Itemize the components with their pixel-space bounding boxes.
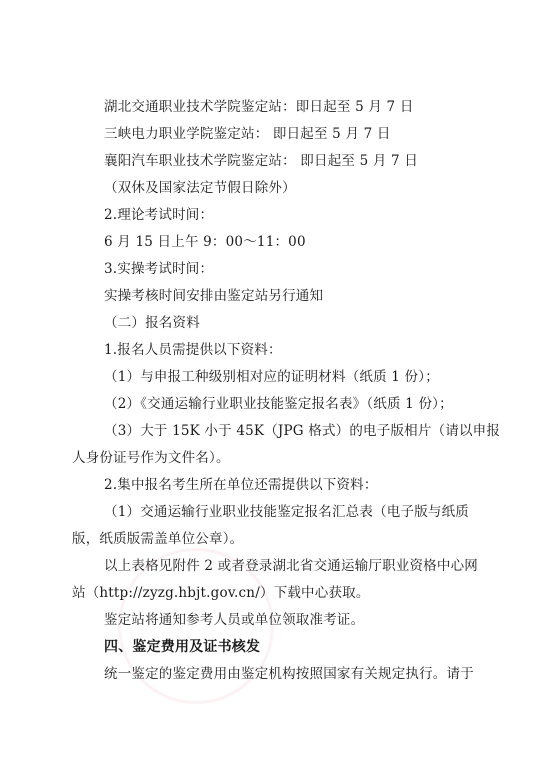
text-line-9: （二）报名资料 bbox=[104, 315, 200, 331]
section-heading: 四、鉴定费用及证书核发 bbox=[104, 639, 261, 655]
text-line-7: 3.实操考试时间： bbox=[104, 261, 214, 277]
text-line-10: 1.报名人员需提供以下资料： bbox=[104, 342, 282, 358]
text-line-12: （2）《交通运输行业职业技能鉴定报名表》（纸质 1 份）； bbox=[104, 396, 453, 412]
text-line-5: 2.理论考试时间： bbox=[104, 207, 214, 223]
text-line-22: 统一鉴定的鉴定费用由鉴定机构按照国家有关规定执行。请于 bbox=[104, 666, 474, 682]
text-line-6: 6 月 15 日上午 9：00～11：00 bbox=[104, 234, 306, 250]
text-line-16: （1）交通运输行业职业技能鉴定报名汇总表（电子版与纸质 bbox=[104, 504, 469, 520]
text-line-13: （3）大于 15K 小于 45K（JPG 格式）的电子版相片（请以申报 bbox=[104, 423, 501, 439]
text-line-3: 襄阳汽车职业技术学院鉴定站： 即日起至 5 月 7 日 bbox=[104, 153, 419, 169]
text-line-18: 以上表格见附件 2 或者登录湖北省交通运输厅职业资格中心网 bbox=[104, 558, 478, 574]
text-line-2: 三峡电力职业学院鉴定站： 即日起至 5 月 7 日 bbox=[104, 126, 391, 142]
text-line-14: 人身份证号作为文件名）。 bbox=[72, 450, 230, 466]
text-line-11: （1）与申报工种级别相对应的证明材料（纸质 1 份）； bbox=[104, 369, 439, 385]
text-line-20: 鉴定站将通知参考人员或单位领取准考证。 bbox=[104, 612, 365, 628]
text-line-15: 2.集中报名考生所在单位还需提供以下资料： bbox=[104, 477, 378, 493]
text-line-19: 站（http://zyzg.hbjt.gov.cn/）下载中心获取。 bbox=[72, 585, 370, 601]
text-line-1: 湖北交通职业技术学院鉴定站：即日起至 5 月 7 日 bbox=[104, 99, 414, 115]
text-line-4: （双休及国家法定节假日除外） bbox=[104, 180, 296, 196]
text-line-17: 版，纸质版需盖单位公章）。 bbox=[72, 531, 244, 547]
text-line-8: 实操考核时间安排由鉴定站另行通知 bbox=[104, 288, 324, 304]
